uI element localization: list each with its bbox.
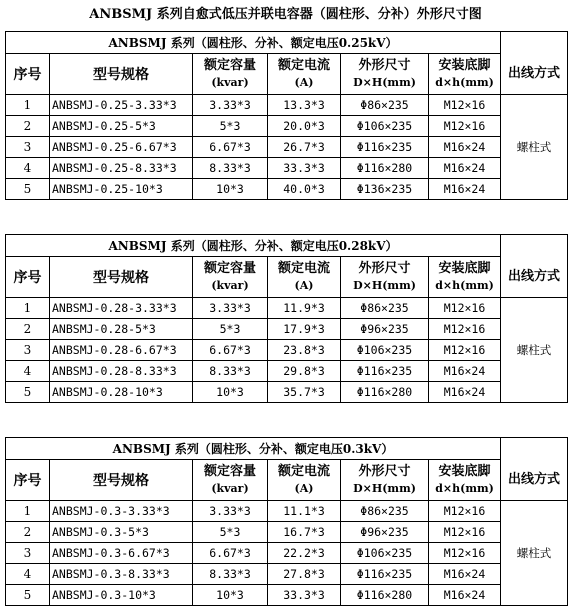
header-current [268, 460, 341, 501]
mount-cell: M12×16 [429, 522, 501, 543]
table-row [6, 116, 568, 137]
table-row [6, 95, 568, 116]
header-capacity-unit: (kvar) [211, 279, 249, 292]
dimension-cell: Φ96×235 [341, 522, 429, 543]
capacity-cell: 10*3 [193, 382, 268, 403]
header-mount-unit: d×h(mm) [435, 482, 494, 495]
model-cell: ANBSMJ-0.25-10*3 [50, 179, 193, 200]
index-cell: 4 [6, 564, 50, 585]
header-model: 型号规格 [50, 54, 193, 95]
dimension-cell: Φ116×235 [341, 137, 429, 158]
capacity-cell: 10*3 [193, 179, 268, 200]
page-title: ANBSMJ 系列自愈式低压并联电容器（圆柱形、分补）外形尺寸图 [89, 7, 482, 22]
capacity-cell: 8.33*3 [193, 564, 268, 585]
dimension-cell: Φ86×235 [341, 298, 429, 319]
header-mount-unit: d×h(mm) [435, 76, 494, 89]
dimension-cell: Φ116×280 [341, 585, 429, 606]
table-row [6, 340, 568, 361]
dimension-cell: Φ116×235 [341, 564, 429, 585]
header-index: 序号 [6, 460, 50, 501]
capacity-cell: 8.33*3 [193, 158, 268, 179]
model-cell: ANBSMJ-0.25-3.33*3 [50, 95, 193, 116]
spec-table [5, 31, 568, 200]
caption-blank-cell [501, 438, 568, 460]
mount-cell: M16×24 [429, 158, 501, 179]
dimension-cell: Φ106×235 [341, 340, 429, 361]
header-dimension [341, 257, 429, 298]
dimension-cell: Φ116×280 [341, 158, 429, 179]
table-header-row [6, 460, 568, 501]
header-dimension-label: 外形尺寸 [358, 58, 411, 73]
index-cell: 3 [6, 137, 50, 158]
header-mount-label: 安装底脚 [438, 464, 491, 479]
header-current-label: 额定电流 [277, 464, 330, 479]
dimension-cell: Φ86×235 [341, 95, 429, 116]
table-row [6, 501, 568, 522]
current-cell: 17.9*3 [268, 319, 341, 340]
dimension-cell: Φ116×280 [341, 382, 429, 403]
header-current-unit: (A) [294, 482, 314, 495]
model-cell: ANBSMJ-0.3-6.67*3 [50, 543, 193, 564]
header-mount-unit: d×h(mm) [435, 279, 494, 292]
dimension-cell: Φ106×235 [341, 116, 429, 137]
index-cell: 2 [6, 116, 50, 137]
model-cell: ANBSMJ-0.3-3.33*3 [50, 501, 193, 522]
table-row [6, 361, 568, 382]
index-cell: 2 [6, 319, 50, 340]
model-cell: ANBSMJ-0.28-5*3 [50, 319, 193, 340]
header-dimension [341, 460, 429, 501]
table-row [6, 543, 568, 564]
current-cell: 13.3*3 [268, 95, 341, 116]
mount-cell: M16×24 [429, 564, 501, 585]
model-cell: ANBSMJ-0.28-8.33*3 [50, 361, 193, 382]
current-cell: 23.8*3 [268, 340, 341, 361]
index-cell: 5 [6, 585, 50, 606]
capacity-cell: 3.33*3 [193, 298, 268, 319]
header-current [268, 257, 341, 298]
model-cell: ANBSMJ-0.25-6.67*3 [50, 137, 193, 158]
mount-cell: M16×24 [429, 585, 501, 606]
header-mount [429, 54, 501, 95]
header-model: 型号规格 [50, 460, 193, 501]
header-capacity [193, 460, 268, 501]
dimension-cell: Φ86×235 [341, 501, 429, 522]
header-outlet: 出线方式 [501, 257, 568, 298]
spec-table [5, 437, 568, 606]
dimension-cell: Φ136×235 [341, 179, 429, 200]
index-cell: 2 [6, 522, 50, 543]
caption-blank-cell [501, 32, 568, 54]
dimension-cell: Φ96×235 [341, 319, 429, 340]
outlet-type-cell: 螺柱式 [501, 95, 568, 200]
header-current-label: 额定电流 [277, 261, 330, 276]
capacity-cell: 5*3 [193, 319, 268, 340]
outlet-type-cell: 螺柱式 [501, 501, 568, 606]
capacity-cell: 6.67*3 [193, 137, 268, 158]
outlet-type-cell: 螺柱式 [501, 298, 568, 403]
mount-cell: M16×24 [429, 361, 501, 382]
mount-cell: M16×24 [429, 137, 501, 158]
header-mount [429, 460, 501, 501]
header-capacity-unit: (kvar) [211, 76, 249, 89]
index-cell: 1 [6, 501, 50, 522]
table-row [6, 158, 568, 179]
table-caption: ANBSMJ 系列（圆柱形、分补、额定电压0.25kV） [6, 32, 501, 54]
capacity-cell: 8.33*3 [193, 361, 268, 382]
current-cell: 33.3*3 [268, 585, 341, 606]
caption-blank-cell [501, 235, 568, 257]
dimension-cell: Φ116×235 [341, 361, 429, 382]
table-row [6, 298, 568, 319]
spec-table [5, 234, 568, 403]
header-capacity-label: 额定容量 [203, 261, 256, 276]
table-caption: ANBSMJ 系列（圆柱形、分补、额定电压0.3kV） [6, 438, 501, 460]
current-cell: 22.2*3 [268, 543, 341, 564]
header-capacity-unit: (kvar) [211, 482, 249, 495]
current-cell: 11.9*3 [268, 298, 341, 319]
current-cell: 33.3*3 [268, 158, 341, 179]
header-mount [429, 257, 501, 298]
mount-cell: M12×16 [429, 543, 501, 564]
model-cell: ANBSMJ-0.25-5*3 [50, 116, 193, 137]
table-caption: ANBSMJ 系列（圆柱形、分补、额定电压0.28kV） [6, 235, 501, 257]
header-capacity [193, 54, 268, 95]
current-cell: 20.0*3 [268, 116, 341, 137]
dimension-cell: Φ106×235 [341, 543, 429, 564]
current-cell: 11.1*3 [268, 501, 341, 522]
current-cell: 16.7*3 [268, 522, 341, 543]
header-current-unit: (A) [294, 279, 314, 292]
mount-cell: M12×16 [429, 340, 501, 361]
table-header-row [6, 257, 568, 298]
table-header-row [6, 54, 568, 95]
index-cell: 1 [6, 95, 50, 116]
index-cell: 4 [6, 361, 50, 382]
table-row [6, 319, 568, 340]
current-cell: 26.7*3 [268, 137, 341, 158]
model-cell: ANBSMJ-0.28-3.33*3 [50, 298, 193, 319]
current-cell: 40.0*3 [268, 179, 341, 200]
header-dimension-label: 外形尺寸 [358, 464, 411, 479]
mount-cell: M16×24 [429, 179, 501, 200]
index-cell: 5 [6, 382, 50, 403]
table-row [6, 585, 568, 606]
table-row [6, 179, 568, 200]
header-mount-label: 安装底脚 [438, 261, 491, 276]
header-index: 序号 [6, 54, 50, 95]
header-current-label: 额定电流 [277, 58, 330, 73]
index-cell: 5 [6, 179, 50, 200]
index-cell: 3 [6, 340, 50, 361]
header-mount-label: 安装底脚 [438, 58, 491, 73]
model-cell: ANBSMJ-0.3-10*3 [50, 585, 193, 606]
current-cell: 27.8*3 [268, 564, 341, 585]
mount-cell: M12×16 [429, 501, 501, 522]
header-dimension-unit: D×H(mm) [353, 76, 416, 89]
capacity-cell: 5*3 [193, 116, 268, 137]
model-cell: ANBSMJ-0.3-5*3 [50, 522, 193, 543]
table-row [6, 564, 568, 585]
header-outlet: 出线方式 [501, 460, 568, 501]
capacity-cell: 6.67*3 [193, 543, 268, 564]
mount-cell: M16×24 [429, 382, 501, 403]
capacity-cell: 6.67*3 [193, 340, 268, 361]
header-model: 型号规格 [50, 257, 193, 298]
index-cell: 4 [6, 158, 50, 179]
header-capacity [193, 257, 268, 298]
model-cell: ANBSMJ-0.25-8.33*3 [50, 158, 193, 179]
mount-cell: M12×16 [429, 116, 501, 137]
header-dimension-unit: D×H(mm) [353, 279, 416, 292]
model-cell: ANBSMJ-0.28-10*3 [50, 382, 193, 403]
header-capacity-label: 额定容量 [203, 464, 256, 479]
capacity-cell: 3.33*3 [193, 95, 268, 116]
capacity-cell: 3.33*3 [193, 501, 268, 522]
header-dimension-label: 外形尺寸 [358, 261, 411, 276]
mount-cell: M12×16 [429, 319, 501, 340]
mount-cell: M12×16 [429, 95, 501, 116]
current-cell: 35.7*3 [268, 382, 341, 403]
model-cell: ANBSMJ-0.28-6.67*3 [50, 340, 193, 361]
current-cell: 29.8*3 [268, 361, 341, 382]
index-cell: 1 [6, 298, 50, 319]
header-index: 序号 [6, 257, 50, 298]
capacity-cell: 10*3 [193, 585, 268, 606]
table-row [6, 382, 568, 403]
header-capacity-label: 额定容量 [203, 58, 256, 73]
table-row [6, 137, 568, 158]
model-cell: ANBSMJ-0.3-8.33*3 [50, 564, 193, 585]
header-dimension [341, 54, 429, 95]
header-current-unit: (A) [294, 76, 314, 89]
table-row [6, 522, 568, 543]
header-current [268, 54, 341, 95]
mount-cell: M12×16 [429, 298, 501, 319]
index-cell: 3 [6, 543, 50, 564]
header-dimension-unit: D×H(mm) [353, 482, 416, 495]
header-outlet: 出线方式 [501, 54, 568, 95]
capacity-cell: 5*3 [193, 522, 268, 543]
